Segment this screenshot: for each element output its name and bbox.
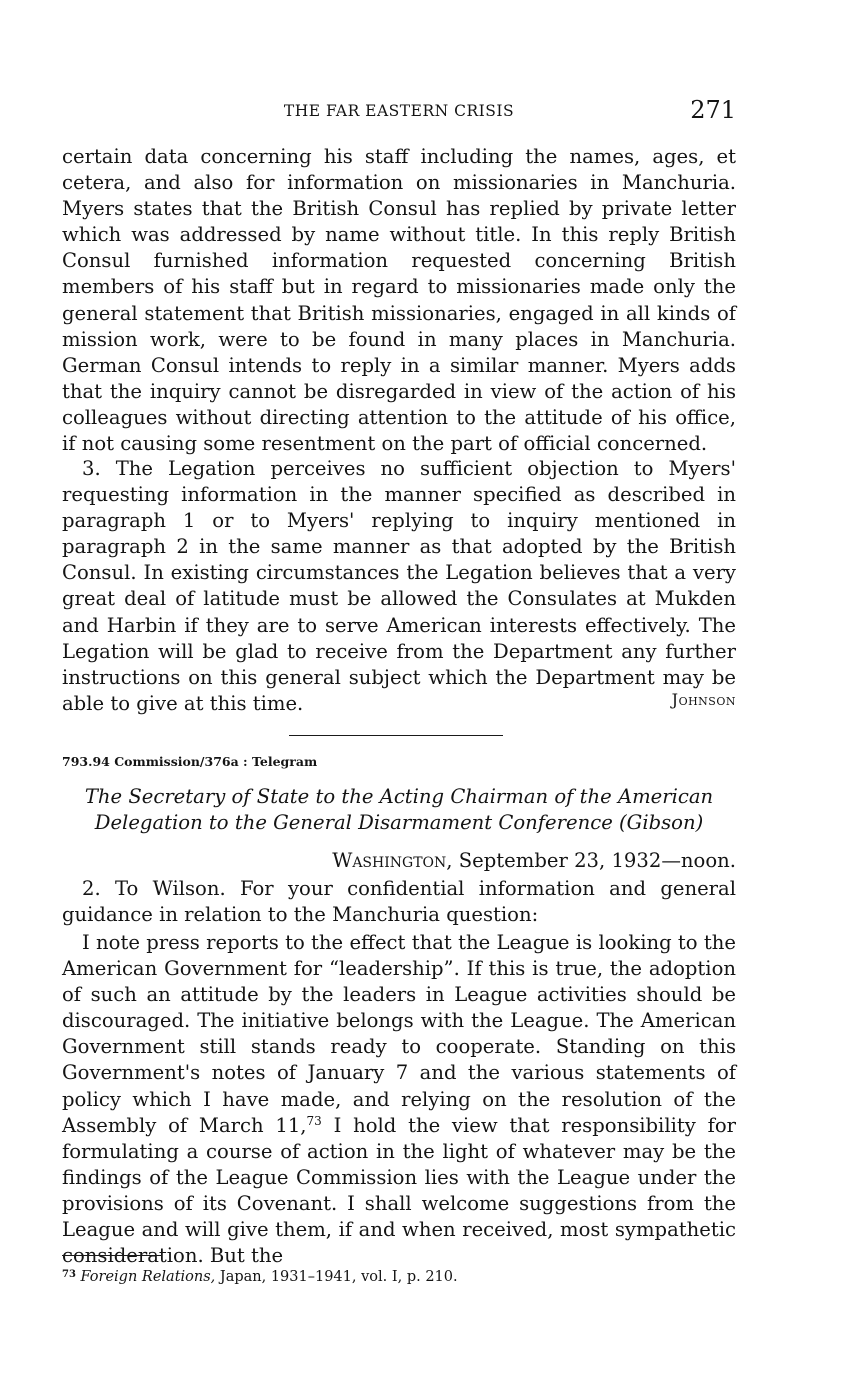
paragraph-2: 2. To Wilson. For your confidential information and general guidance in relation to the Manchuria question:: [62, 877, 736, 927]
paragraph-main-part-2: I hold the view that responsibility for formulating a course of action in the light of whatever may be the findings of the League Commission lies with the League under the provisions of its Covenant. I shall welcome suggestions from the League and will give them, if and when received, most sympathetic consideration. But the: [62, 1113, 736, 1268]
footnote-reference: 73: [306, 1113, 322, 1128]
footnote-divider: [62, 1255, 162, 1256]
running-head: THE FAR EASTERN CRISIS: [283, 102, 515, 120]
paragraph-3: 3. The Legation perceives no sufficient objection to Myers' requesting information in the manner specified as described in paragraph 1 or to Myers' replying to inquiry mentioned in paragraph 2 in the same manner as that adopted by the British Consul. In existing circumstances the Legation believes that a very great deal of latitude must be allowed the Consulates at Mukden and Harbin if they are to serve American interests effectively. The Legation will be glad to receive from the Department any further instructions on this general subject which the Department may be able to give at this time.: [62, 457, 736, 715]
paragraph-main-part-1: I note press reports to the effect that the League is looking to the American Government for “leadership”. If this is true, the adoption of such an attitude by the leaders in League activities should be discouraged. The initiative belongs with the League. The American Government still stands ready to cooperate. Standing on this Government's notes of January 7 and the various statements of policy which I have made, and relying on the resolution of the Assembly of March 11,: [62, 931, 736, 1137]
footnote-text: Japan, 1931–1941, vol. I, p. 210.: [215, 1269, 458, 1285]
document-title-line-1: The Secretary of State to the Acting Chairman of the American: [84, 785, 714, 808]
dateline-place: Washington: [332, 849, 447, 872]
page-header: [62, 96, 736, 130]
paragraph-continuation: certain data concerning his staff including the names, ages, et cetera, and also for information on missionaries in Manchuria. Myers states that the British Consul has replied by private letter which was addressed by name without title. In this reply British Consul furnished information requested concerning British members of his staff but in regard to missionaries made only the general statement that British missionaries, engaged in all kinds of mission work, were to be found in many places in Manchuria. German Consul intends to reply in a similar manner. Myers adds that the inquiry cannot be disregarded in view of the action of his colleagues without directing attention to the attitude of his office, if not causing some resentment on the part of official concerned.: [62, 145, 736, 456]
dateline: [332, 849, 736, 872]
footnote: [62, 1269, 458, 1285]
footnote-title: Foreign Relations,: [80, 1269, 216, 1285]
document-title-line-2: Delegation to the General Disarmament Conference (Gibson): [94, 811, 704, 835]
footnote-mark: 73: [62, 1269, 76, 1280]
signature: Johnson: [671, 690, 736, 709]
file-reference: 793.94 Commission/376a : Telegram: [62, 754, 318, 769]
dateline-date: , September 23, 1932—noon.: [446, 849, 736, 872]
section-divider: [289, 735, 503, 736]
page-number: 271: [690, 96, 736, 124]
document-title: [62, 784, 736, 836]
paragraph-main: [62, 930, 736, 1269]
